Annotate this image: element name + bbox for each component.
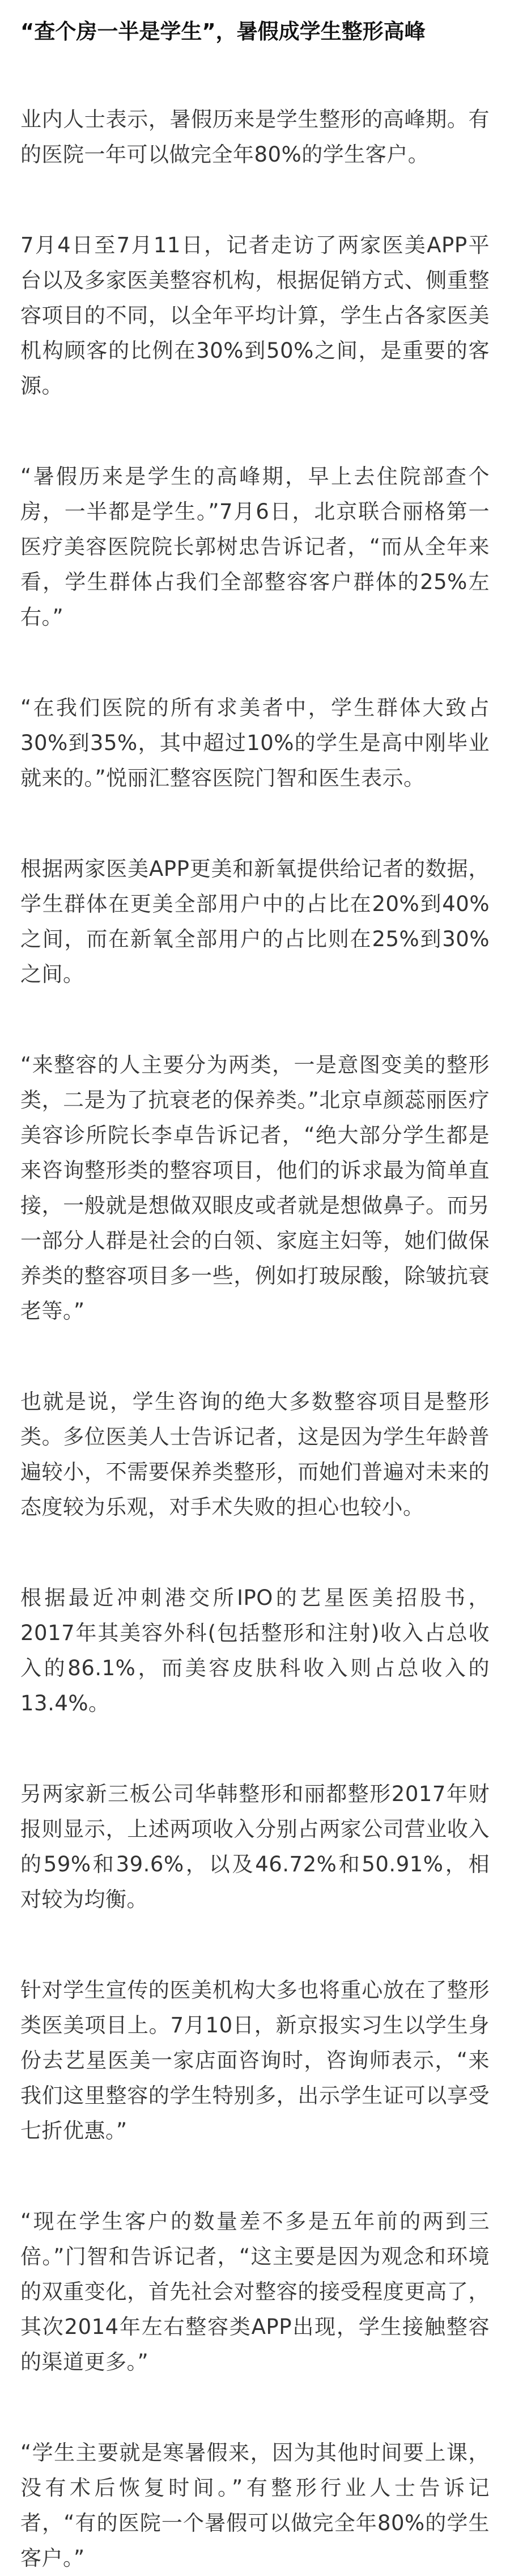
article-paragraph: “来整容的人主要分为两类，一是意图变美的整形类，二是为了抗衰老的保养类。”北京卓颜蕊丽医疗美容诊所院长李卓告诉记者，“绝大部分学生都是来咨询整形类的整容项目，他们的诉求最为简单直接，一般就是想做双眼皮或者就是想做鼻子。而另一部分人群是社会的白领、家庭主妇等，她们做保养类的整容项目多一些，例如打玻尿酸，除皱抗衰老等。” — [20, 1053, 490, 1323]
article-paragraph: 7月4日至7月11日，记者走访了两家医美APP平台以及多家医美整容机构，根据促销方式、侧重整容项目的不同，以全年平均计算，学生占各家医美机构顾客的比例在30%到50%之间，是重要的客源。 — [20, 233, 490, 398]
article-paragraph: “现在学生客户的数量差不多是五年前的两到三倍。”门智和告诉记者，“这主要是因为观念和环境的双重变化，首先社会对整容的接受程度更高了，其次2014年左右整容类APP出现，学生接触整容的渠道更多。” — [20, 2209, 490, 2374]
article-headline: “查个房一半是学生”，暑假成学生整形高峰 — [20, 19, 426, 44]
article-paragraph: “在我们医院的所有求美者中，学生群体大致占30%到35%，其中超过10%的学生是高中刚毕业就来的。”悦丽汇整容医院门智和医生表示。 — [20, 696, 490, 790]
article-paragraph: 根据最近冲刺港交所IPO的艺星医美招股书，2017年其美容外科(包括整形和注射)收入占总收入的86.1%，而美容皮肤科收入则占总收入的13.4%。 — [20, 1586, 490, 1715]
article-paragraph: 针对学生宣传的医美机构大多也将重心放在了整形类医美项目上。7月10日，新京报实习生以学生身份去艺星医美一家店面咨询时，咨询师表示，“来我们这里整容的学生特别多，出示学生证可以享受七折优惠。” — [20, 1978, 490, 2143]
article-paragraph: 业内人士表示，暑假历来是学生整形的高峰期。有的医院一年可以做完全年80%的学生客户。 — [20, 107, 490, 167]
article-paragraph: 另两家新三板公司华韩整形和丽都整形2017年财报则显示，上述两项收入分别占两家公司营业收入的59%和39.6%，以及46.72%和50.91%，相对较为均衡。 — [20, 1782, 490, 1912]
article-paragraph: “暑假历来是学生的高峰期，早上去住院部查个房，一半都是学生。”7月6日，北京联合丽格第一医疗美容医院院长郭树忠告诉记者，“而从全年来看，学生群体占我们全部整容客户群体的25%左右。” — [20, 464, 490, 629]
article-paragraph: 也就是说，学生咨询的绝大多数整容项目是整形类。多位医美人士告诉记者，这是因为学生年龄普遍较小，不需要保养类整形，而她们普遍对未来的态度较为乐观，对手术失败的担心也较小。 — [20, 1389, 490, 1519]
article-paragraph: 根据两家医美APP更美和新氧提供给记者的数据，学生群体在更美全部用户中的占比在20%到40%之间，而在新氧全部用户的占比则在25%到30%之间。 — [20, 857, 490, 986]
article-paragraph: “学生主要就是寒暑假来，因为其他时间要上课，没有术后恢复时间。”有整形行业人士告诉记者，“有的医院一个暑假可以做完全年80%的学生客户。” — [20, 2441, 490, 2570]
